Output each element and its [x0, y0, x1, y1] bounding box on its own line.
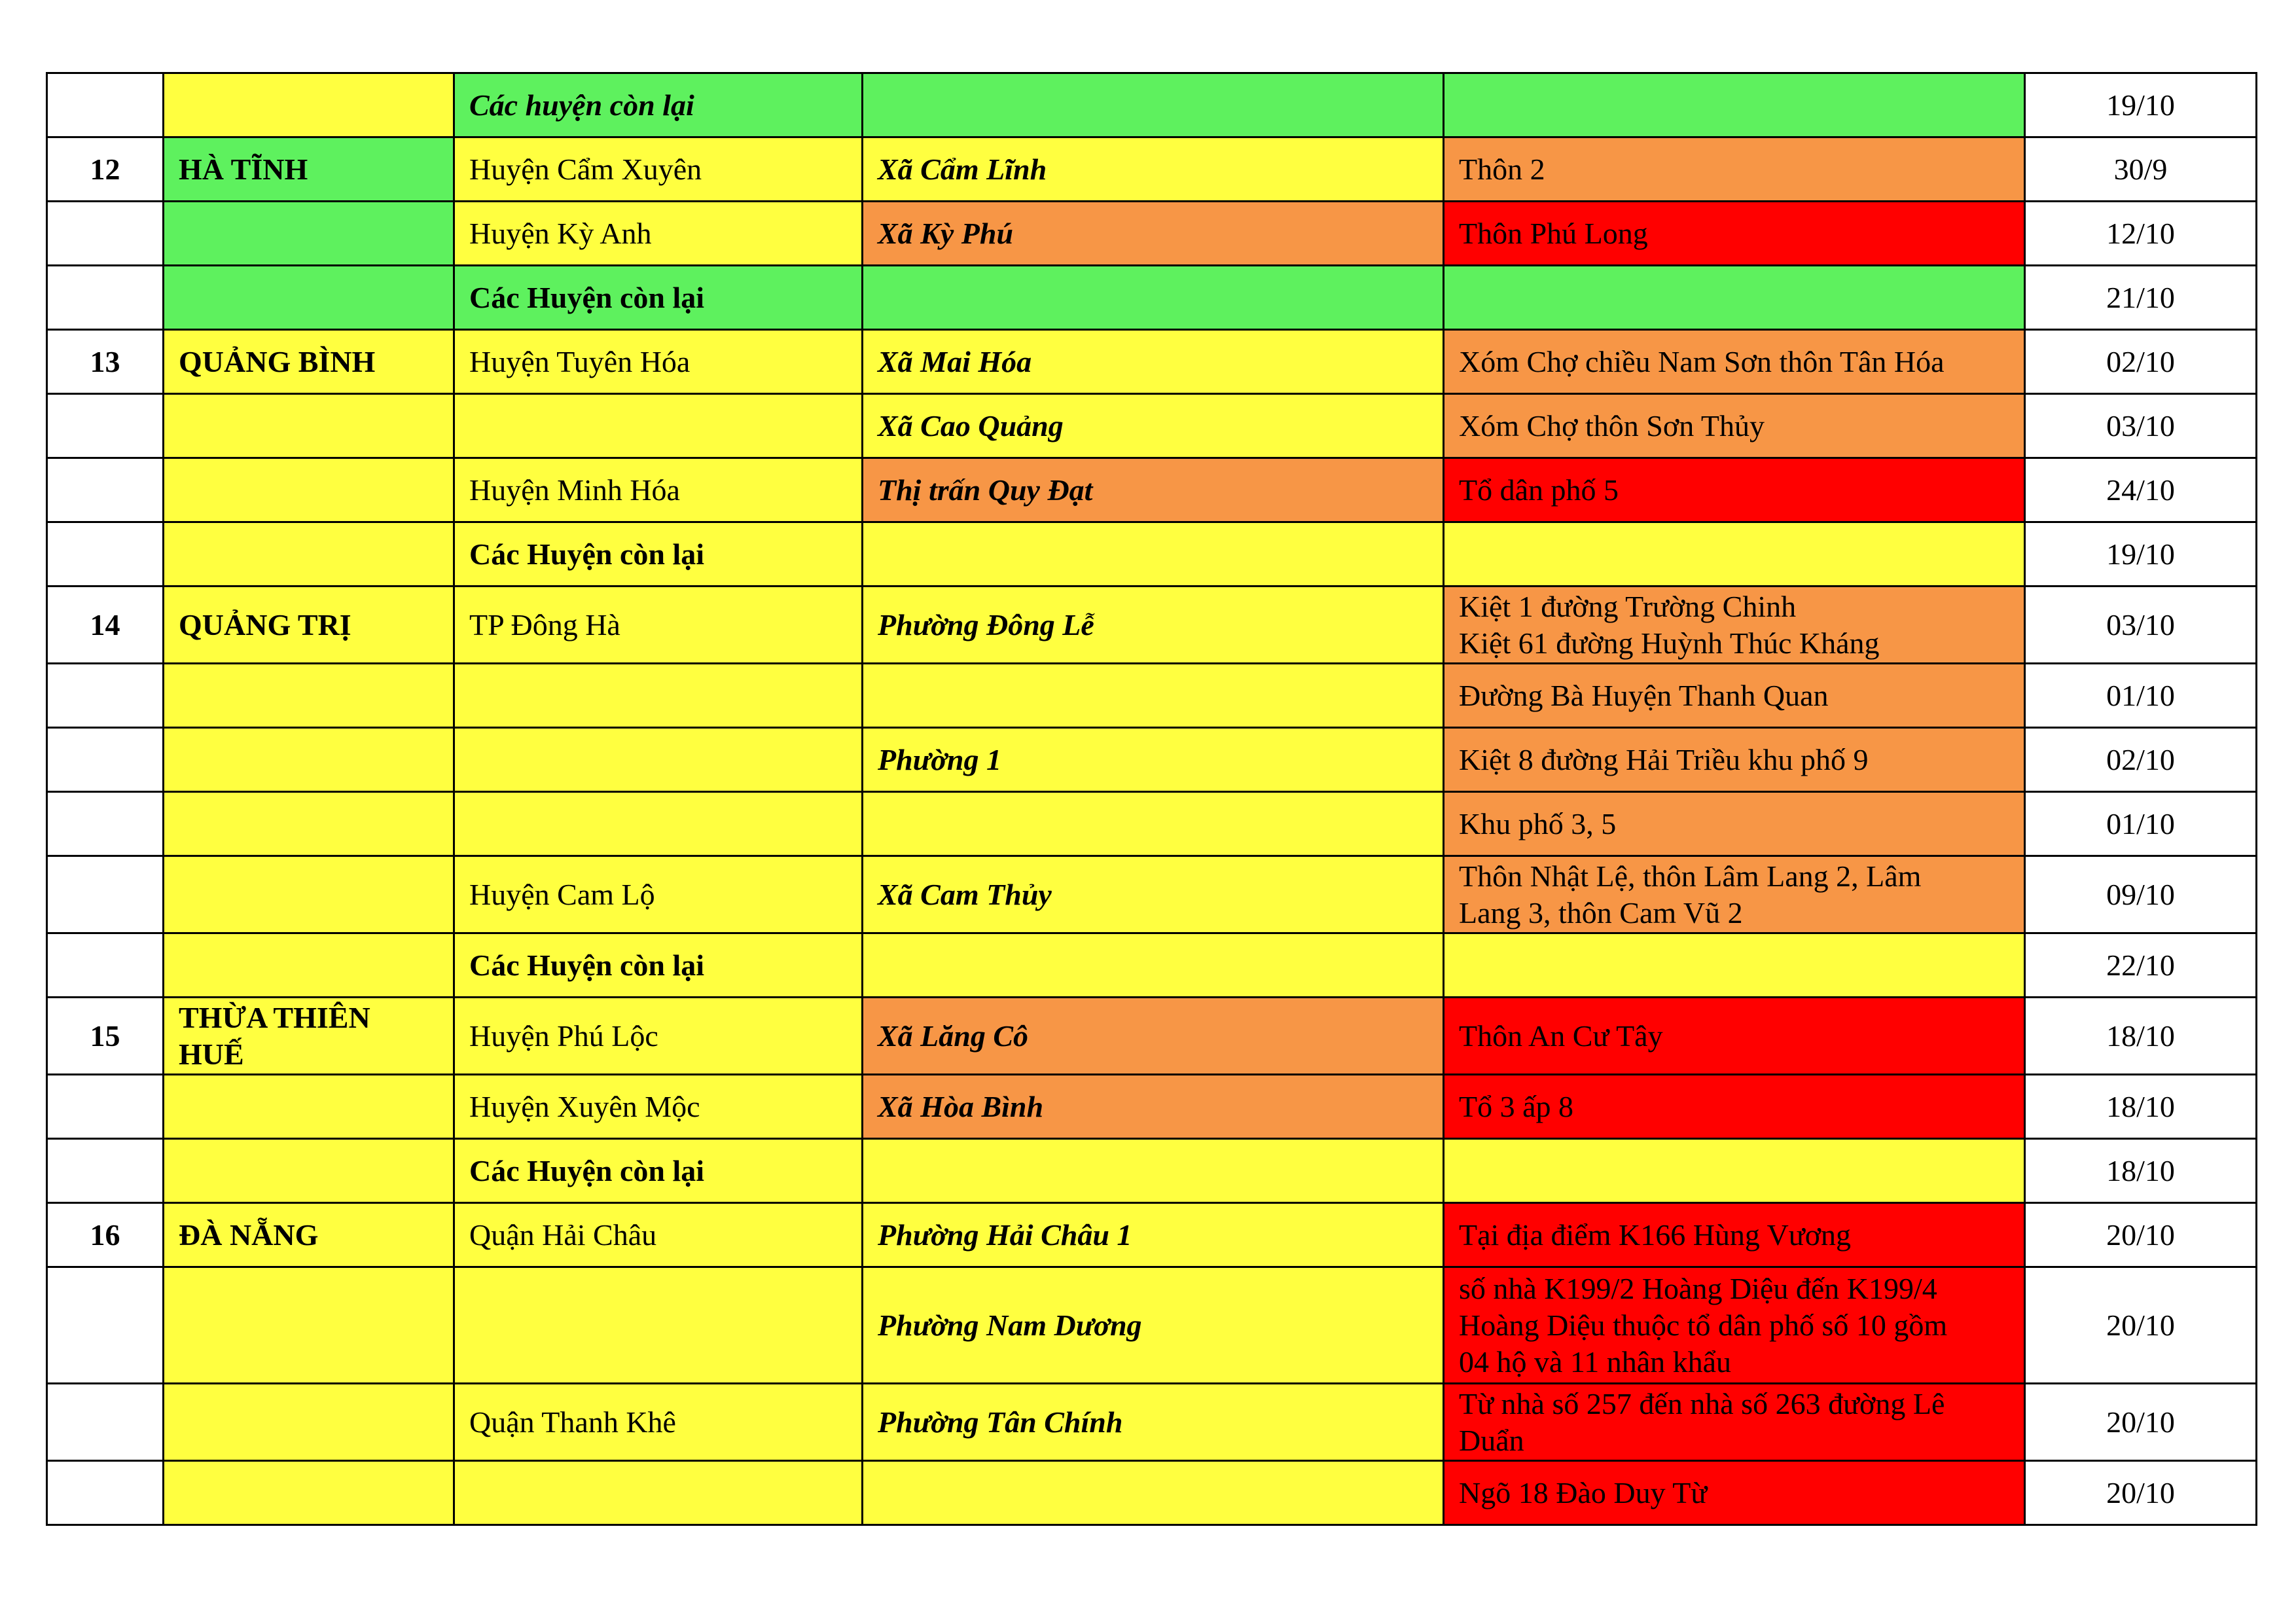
row-number — [47, 856, 164, 933]
district-cell: Huyện Phú Lộc — [454, 998, 863, 1075]
table-row — [47, 933, 2257, 998]
date-cell: 03/10 — [2025, 394, 2257, 458]
province-cell — [164, 73, 454, 137]
table-row — [47, 586, 2257, 664]
row-number: 16 — [47, 1203, 164, 1267]
date-cell: 02/10 — [2025, 330, 2257, 394]
table-row — [47, 664, 2257, 728]
province-cell: QUẢNG BÌNH — [164, 330, 454, 394]
commune-cell: Xã Hòa Bình — [863, 1075, 1444, 1139]
province-cell — [164, 458, 454, 522]
table-row — [47, 522, 2257, 586]
date-cell: 20/10 — [2025, 1203, 2257, 1267]
date-cell: 03/10 — [2025, 586, 2257, 664]
row-number — [47, 664, 164, 728]
date-cell: 30/9 — [2025, 137, 2257, 202]
commune-cell — [863, 792, 1444, 856]
row-number: 12 — [47, 137, 164, 202]
table-body — [47, 73, 2257, 1525]
table-row — [47, 1075, 2257, 1139]
district-cell: Các Huyện còn lại — [454, 933, 863, 998]
area-cell: Tổ dân phố 5 — [1444, 458, 2025, 522]
district-cell — [454, 728, 863, 792]
area-cell — [1444, 933, 2025, 998]
province-cell — [164, 728, 454, 792]
row-number — [47, 1461, 164, 1525]
area-cell: Tổ 3 ấp 8 — [1444, 1075, 2025, 1139]
date-cell: 09/10 — [2025, 856, 2257, 933]
area-cell: Khu phố 3, 5 — [1444, 792, 2025, 856]
row-number — [47, 394, 164, 458]
commune-cell: Xã Mai Hóa — [863, 330, 1444, 394]
commune-cell: Thị trấn Quy Đạt — [863, 458, 1444, 522]
district-cell: TP Đông Hà — [454, 586, 863, 664]
province-cell — [164, 394, 454, 458]
zone-table — [46, 72, 2257, 1526]
commune-cell: Xã Cẩm Lĩnh — [863, 137, 1444, 202]
table-row — [47, 137, 2257, 202]
province-cell — [164, 202, 454, 266]
date-cell: 20/10 — [2025, 1384, 2257, 1461]
row-number — [47, 522, 164, 586]
district-cell — [454, 1267, 863, 1384]
commune-cell: Phường 1 — [863, 728, 1444, 792]
area-cell: Đường Bà Huyện Thanh Quan — [1444, 664, 2025, 728]
row-number — [47, 266, 164, 330]
area-cell — [1444, 522, 2025, 586]
province-cell — [164, 933, 454, 998]
area-cell: Thôn 2 — [1444, 137, 2025, 202]
district-cell: Huyện Minh Hóa — [454, 458, 863, 522]
commune-cell — [863, 664, 1444, 728]
district-cell — [454, 664, 863, 728]
area-cell — [1444, 266, 2025, 330]
province-cell — [164, 664, 454, 728]
district-cell: Các Huyện còn lại — [454, 522, 863, 586]
district-cell — [454, 1461, 863, 1525]
district-cell — [454, 792, 863, 856]
district-cell: Quận Thanh Khê — [454, 1384, 863, 1461]
row-number — [47, 1267, 164, 1384]
area-cell: Thôn Nhật Lệ, thôn Lâm Lang 2, Lâm Lang 3, thôn Cam Vũ 2 — [1444, 856, 2025, 933]
table-row — [47, 1203, 2257, 1267]
province-cell: HÀ TĨNH — [164, 137, 454, 202]
district-cell: Quận Hải Châu — [454, 1203, 863, 1267]
commune-cell — [863, 266, 1444, 330]
province-cell — [164, 1267, 454, 1384]
area-cell: Xóm Chợ thôn Sơn Thủy — [1444, 394, 2025, 458]
commune-cell: Phường Đông Lễ — [863, 586, 1444, 664]
province-cell — [164, 792, 454, 856]
table-row — [47, 73, 2257, 137]
area-cell: Kiệt 8 đường Hải Triều khu phố 9 — [1444, 728, 2025, 792]
province-cell: ĐÀ NẴNG — [164, 1203, 454, 1267]
commune-cell — [863, 522, 1444, 586]
area-cell: Thôn Phú Long — [1444, 202, 2025, 266]
commune-cell — [863, 1461, 1444, 1525]
commune-cell: Xã Cao Quảng — [863, 394, 1444, 458]
row-number — [47, 933, 164, 998]
district-cell: Huyện Xuyên Mộc — [454, 1075, 863, 1139]
district-cell — [454, 394, 863, 458]
district-cell: Các Huyện còn lại — [454, 266, 863, 330]
commune-cell — [863, 73, 1444, 137]
district-cell: Huyện Tuyên Hóa — [454, 330, 863, 394]
commune-cell: Phường Hải Châu 1 — [863, 1203, 1444, 1267]
table-row — [47, 202, 2257, 266]
date-cell: 12/10 — [2025, 202, 2257, 266]
commune-cell: Phường Tân Chính — [863, 1384, 1444, 1461]
province-cell — [164, 522, 454, 586]
date-cell: 20/10 — [2025, 1461, 2257, 1525]
date-cell: 18/10 — [2025, 998, 2257, 1075]
row-number — [47, 728, 164, 792]
district-cell: Huyện Cẩm Xuyên — [454, 137, 863, 202]
area-cell: Từ nhà số 257 đến nhà số 263 đường Lê Duẩn — [1444, 1384, 2025, 1461]
table-row — [47, 1267, 2257, 1384]
row-number — [47, 458, 164, 522]
table-row — [47, 394, 2257, 458]
date-cell: 01/10 — [2025, 664, 2257, 728]
province-cell — [164, 266, 454, 330]
table-row — [47, 792, 2257, 856]
date-cell: 24/10 — [2025, 458, 2257, 522]
row-number — [47, 1139, 164, 1203]
row-number: 13 — [47, 330, 164, 394]
date-cell: 18/10 — [2025, 1075, 2257, 1139]
commune-cell — [863, 1139, 1444, 1203]
province-cell — [164, 1461, 454, 1525]
commune-cell: Xã Cam Thủy — [863, 856, 1444, 933]
province-cell: THỪA THIÊN HUẾ — [164, 998, 454, 1075]
district-cell: Các huyện còn lại — [454, 73, 863, 137]
table-row — [47, 856, 2257, 933]
district-cell: Các Huyện còn lại — [454, 1139, 863, 1203]
date-cell: 02/10 — [2025, 728, 2257, 792]
province-cell: QUẢNG TRỊ — [164, 586, 454, 664]
district-cell: Huyện Kỳ Anh — [454, 202, 863, 266]
area-cell: Tại địa điểm K166 Hùng Vương — [1444, 1203, 2025, 1267]
commune-cell: Xã Kỳ Phú — [863, 202, 1444, 266]
date-cell: 18/10 — [2025, 1139, 2257, 1203]
table-row — [47, 998, 2257, 1075]
date-cell: 01/10 — [2025, 792, 2257, 856]
date-cell: 19/10 — [2025, 73, 2257, 137]
table-row — [47, 1384, 2257, 1461]
area-cell: số nhà K199/2 Hoàng Diệu đến K199/4 Hoàng Diệu thuộc tổ dân phố số 10 gồm 04 hộ và 11 nhân khẩu — [1444, 1267, 2025, 1384]
date-cell: 21/10 — [2025, 266, 2257, 330]
commune-cell: Xã Lăng Cô — [863, 998, 1444, 1075]
table-row — [47, 1139, 2257, 1203]
row-number — [47, 73, 164, 137]
area-cell: Kiệt 1 đường Trường Chinh Kiệt 61 đường Huỳnh Thúc Kháng — [1444, 586, 2025, 664]
area-cell: Thôn An Cư Tây — [1444, 998, 2025, 1075]
commune-cell: Phường Nam Dương — [863, 1267, 1444, 1384]
table-row — [47, 728, 2257, 792]
table-row — [47, 330, 2257, 394]
row-number: 14 — [47, 586, 164, 664]
district-cell: Huyện Cam Lộ — [454, 856, 863, 933]
row-number — [47, 1384, 164, 1461]
table-row — [47, 266, 2257, 330]
province-cell — [164, 1384, 454, 1461]
date-cell: 20/10 — [2025, 1267, 2257, 1384]
date-cell: 19/10 — [2025, 522, 2257, 586]
area-cell: Ngõ 18 Đào Duy Từ — [1444, 1461, 2025, 1525]
commune-cell — [863, 933, 1444, 998]
row-number: 15 — [47, 998, 164, 1075]
province-cell — [164, 1075, 454, 1139]
row-number — [47, 792, 164, 856]
province-cell — [164, 856, 454, 933]
date-cell: 22/10 — [2025, 933, 2257, 998]
area-cell: Xóm Chợ chiều Nam Sơn thôn Tân Hóa — [1444, 330, 2025, 394]
area-cell — [1444, 73, 2025, 137]
area-cell — [1444, 1139, 2025, 1203]
row-number — [47, 202, 164, 266]
table-row — [47, 458, 2257, 522]
table-row — [47, 1461, 2257, 1525]
province-cell — [164, 1139, 454, 1203]
row-number — [47, 1075, 164, 1139]
